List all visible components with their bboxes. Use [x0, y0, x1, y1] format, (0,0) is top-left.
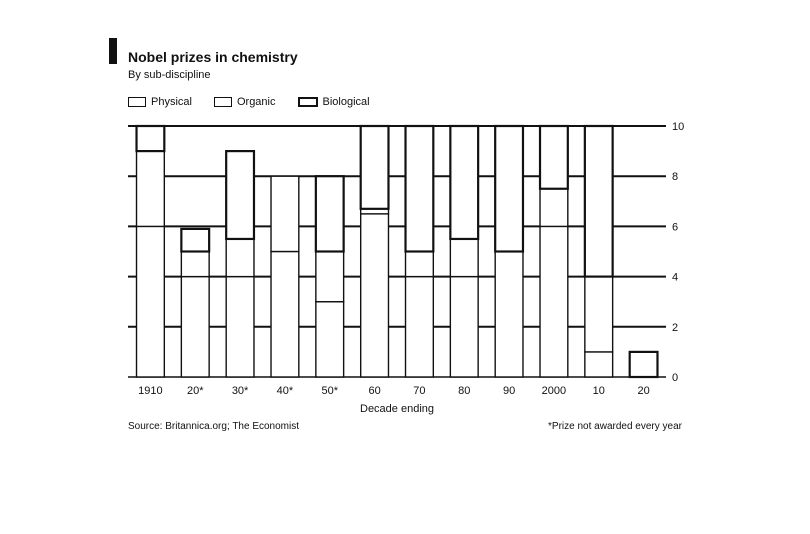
bar-physical-9 — [540, 226, 568, 377]
bar-biological-4 — [316, 176, 344, 251]
bar-physical-4 — [316, 302, 344, 377]
chart-title: Nobel prizes in chemistry — [128, 49, 298, 65]
bar-biological-8 — [495, 126, 523, 252]
x-tick-label-0: 1910 — [138, 385, 163, 397]
x-axis-title: Decade ending — [360, 403, 435, 415]
bar-organic-9 — [540, 189, 568, 227]
bar-biological-11 — [630, 352, 658, 377]
y-tick-label-0: 0 — [672, 372, 679, 384]
footnote: *Prize not awarded every year — [548, 421, 682, 432]
x-tick-label-5: 60 — [368, 385, 381, 397]
y-tick-label-4: 4 — [672, 271, 679, 284]
bar-physical-10 — [585, 352, 613, 377]
chart-subtitle: By sub-discipline — [128, 69, 211, 81]
x-tick-label-8: 90 — [502, 385, 516, 397]
bar-organic-1 — [181, 252, 209, 277]
bar-biological-6 — [406, 126, 434, 252]
y-tick-label-8: 8 — [672, 171, 679, 184]
y-tick-label-6: 6 — [672, 221, 679, 234]
bar-biological-7 — [450, 126, 478, 239]
bar-physical-5 — [361, 214, 389, 377]
bar-physical-7 — [450, 277, 478, 377]
bar-organic-2 — [226, 239, 254, 277]
y-tick-label-2: 2 — [672, 321, 679, 334]
bar-organic-0 — [137, 151, 165, 226]
bar-biological-5 — [361, 126, 389, 209]
bar-organic-7 — [450, 239, 478, 277]
bar-organic-3 — [271, 176, 299, 251]
bar-physical-0 — [137, 226, 165, 377]
x-tick-label-10: 10 — [592, 385, 605, 397]
x-tick-label-1: 20* — [186, 385, 204, 397]
source-note: Source: Britannica.org; The Economist — [128, 421, 300, 432]
x-tick-label-2: 30* — [231, 385, 249, 397]
x-tick-label-3: 40* — [276, 385, 294, 397]
bar-biological-2 — [226, 151, 254, 239]
x-tick-label-6: 70 — [413, 385, 426, 397]
legend-label-biological: Biological — [322, 96, 370, 108]
bar-physical-6 — [406, 277, 434, 377]
legend-label-physical: Physical — [151, 96, 192, 108]
bar-biological-1 — [181, 229, 209, 252]
bar-physical-1 — [181, 277, 209, 377]
x-tick-label-9: 2000 — [541, 385, 567, 397]
x-tick-label-4: 50* — [321, 385, 339, 397]
x-tick-label-11: 20 — [637, 385, 650, 397]
bar-biological-0 — [137, 126, 165, 151]
bar-organic-10 — [585, 277, 613, 352]
bar-physical-8 — [495, 252, 523, 378]
bar-physical-3 — [271, 252, 299, 378]
legend-label-organic: Organic — [236, 96, 276, 108]
bar-biological-9 — [540, 126, 568, 189]
bar-physical-2 — [226, 277, 254, 377]
bar-organic-4 — [316, 252, 344, 302]
x-tick-label-7: 80 — [458, 385, 471, 397]
y-tick-label-10: 10 — [672, 121, 685, 133]
bar-organic-6 — [406, 252, 434, 277]
bar-biological-10 — [585, 126, 613, 277]
